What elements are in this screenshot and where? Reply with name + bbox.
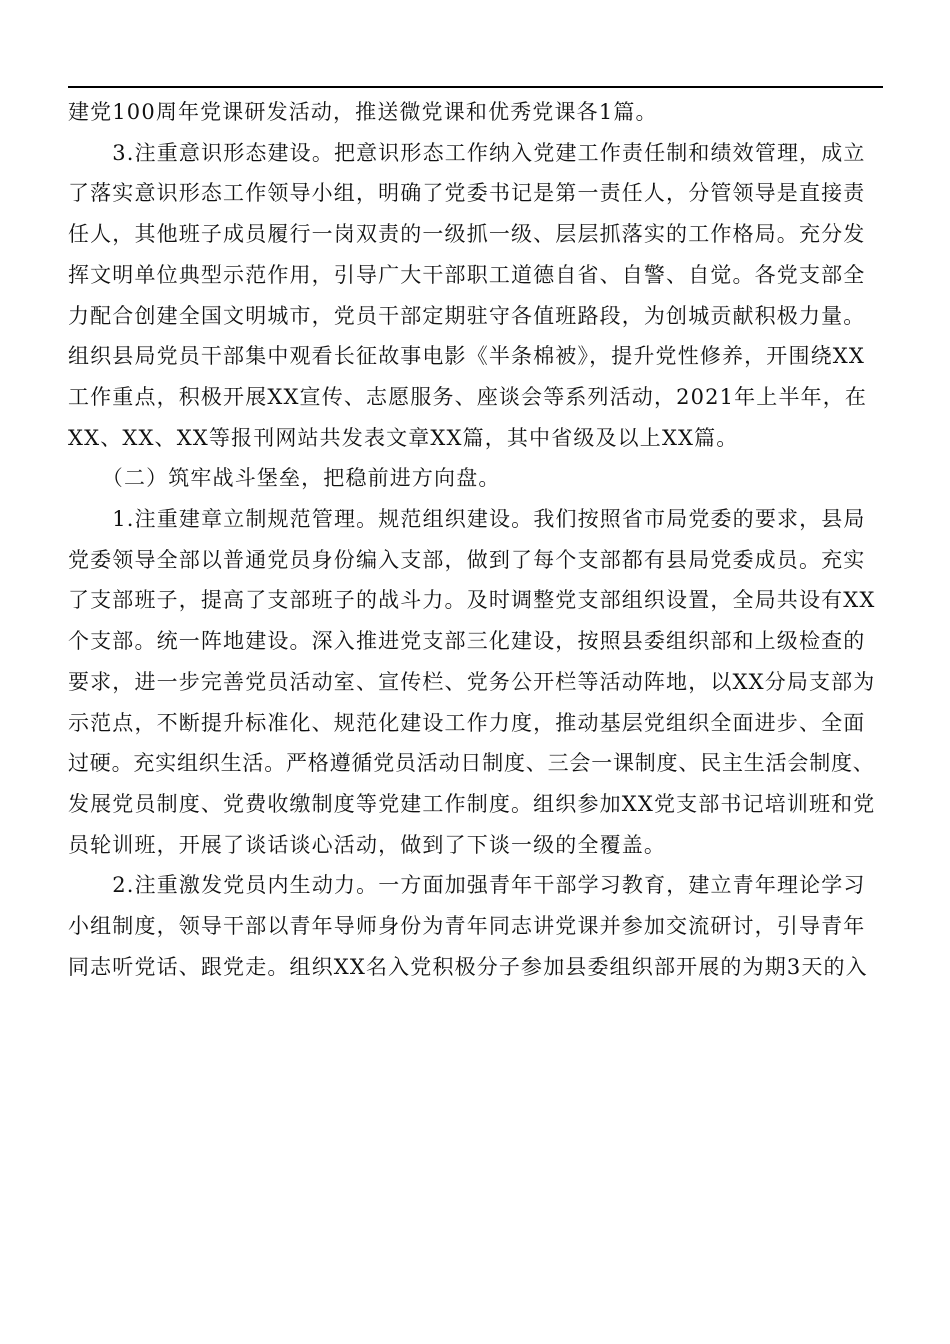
text-line: 1.注重建章立制规范管理。规范组织建设。我们按照省市局党委的要求，县局 bbox=[68, 507, 866, 532]
text-line: 建党100周年党课研发活动，推送微党课和优秀党课各1篇。 bbox=[68, 100, 658, 124]
text-line: 党委领导全部以普通党员身份编入支部，做到了每个支部都有县局党委成员。充实 bbox=[68, 547, 866, 572]
text-line: 力配合创建全国文明城市，党员干部定期驻守各值班路段，为创城贡献积极力量。 bbox=[68, 303, 866, 328]
text-line: 个支部。统一阵地建设。深入推进党支部三化建设，按照县委组织部和上级检查的 bbox=[68, 629, 866, 654]
section-heading: （二）筑牢战斗堡垒，把稳前进方向盘。 bbox=[68, 466, 501, 491]
text-line: 了落实意识形态工作领导小组，明确了党委书记是第一责任人，分管领导是直接责 bbox=[68, 181, 866, 206]
text-line: 示范点，不断提升标准化、规范化建设工作力度，推动基层党组织全面进步、全面 bbox=[68, 710, 866, 735]
text-line: 挥文明单位典型示范作用，引导广大干部职工道德自省、自警、自觉。各党支部全 bbox=[68, 262, 866, 287]
text-line: 了支部班子，提高了支部班子的战斗力。及时调整党支部组织设置，全局共设有XX bbox=[68, 588, 876, 613]
text-line: 小组制度，领导干部以青年导师身份为青年同志讲党课并参加交流研讨，引导青年 bbox=[68, 914, 866, 939]
text-line: 2.注重激发党员内生动力。一方面加强青年干部学习教育，建立青年理论学习 bbox=[68, 873, 866, 898]
header-divider bbox=[68, 86, 883, 88]
text-line: 过硬。充实组织生活。严格遵循党员活动日制度、三会一课制度、民主生活会制度、 bbox=[68, 751, 875, 776]
text-line: 工作重点，积极开展XX宣传、志愿服务、座谈会等系列活动，2021年上半年，在 bbox=[68, 384, 868, 409]
text-line: 3.注重意识形态建设。把意识形态工作纳入党建工作责任制和绩效管理，成立 bbox=[68, 140, 866, 165]
text-line: 要求，进一步完善党员活动室、宣传栏、党务公开栏等活动阵地，以XX分局支部为 bbox=[68, 669, 876, 694]
text-line: 发展党员制度、党费收缴制度等党建工作制度。组织参加XX党支部书记培训班和党 bbox=[68, 791, 876, 816]
text-line: 员轮训班，开展了谈话谈心活动，做到了下谈一级的全覆盖。 bbox=[68, 832, 667, 857]
text-line: 组织县局党员干部集中观看长征故事电影《半条棉被》，提升党性修养，开围绕XX bbox=[68, 344, 865, 369]
text-line: XX、XX、XX等报刊网站共发表文章XX篇，其中省级及以上XX篇。 bbox=[68, 425, 739, 450]
text-line: 同志听党话、跟党走。组织XX名入党积极分子参加县委组织部开展的为期3天的入 bbox=[68, 954, 868, 979]
document-body bbox=[68, 92, 883, 987]
text-line: 任人，其他班子成员履行一岗双责的一级抓一级、层层抓落实的工作格局。充分发 bbox=[68, 222, 866, 247]
